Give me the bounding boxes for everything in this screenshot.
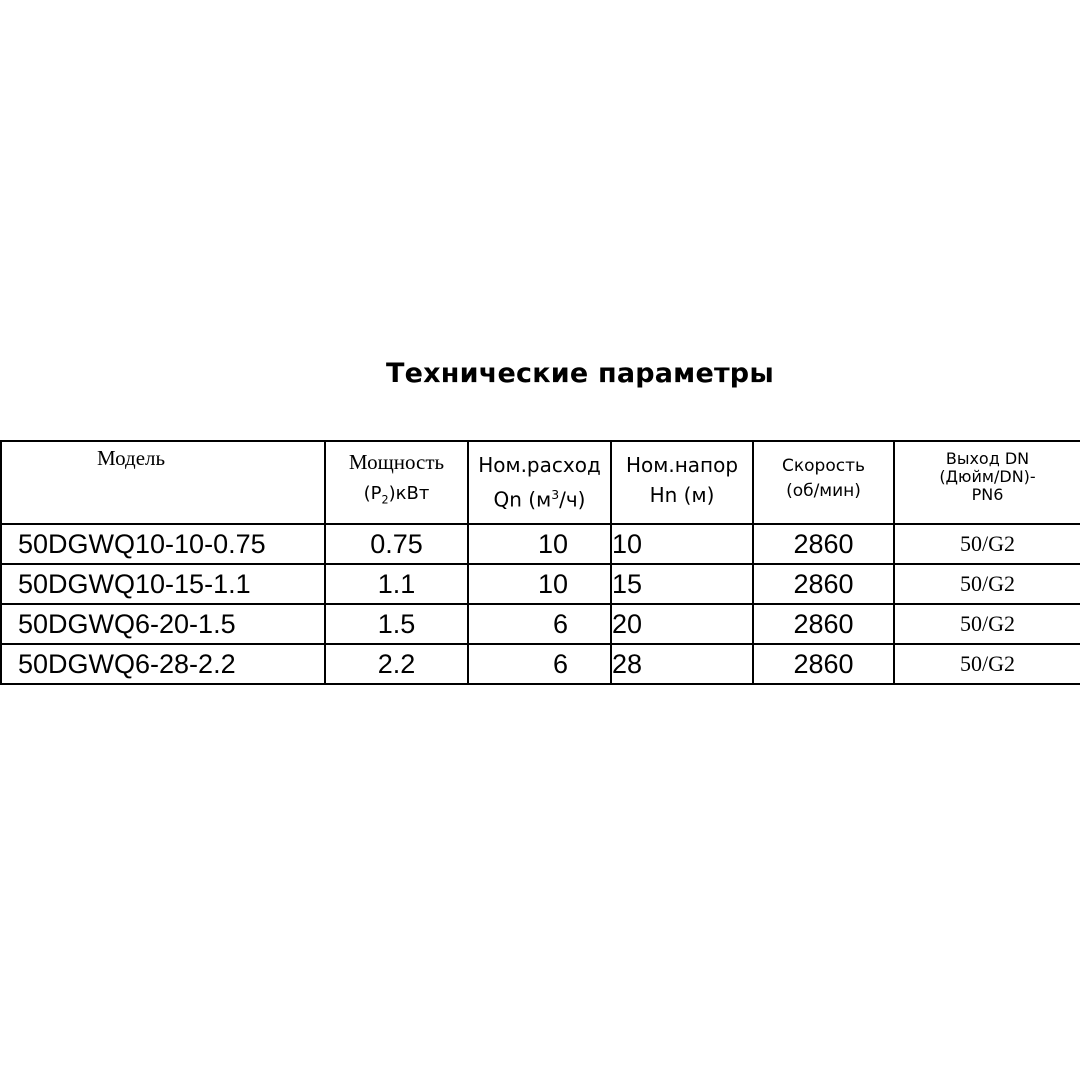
- page-title: Технические параметры: [386, 358, 774, 389]
- cell-flow: 6: [468, 644, 611, 684]
- cell-head: 20: [611, 604, 753, 644]
- cell-flow: 10: [468, 564, 611, 604]
- table-row: [1, 604, 1080, 644]
- cell-head: 15: [611, 564, 753, 604]
- cell-speed: 2860: [753, 604, 894, 644]
- header-power: [325, 441, 468, 524]
- table-row: [1, 644, 1080, 684]
- cell-speed: 2860: [753, 524, 894, 564]
- cell-power: 0.75: [325, 524, 468, 564]
- cell-model: 50DGWQ10-10-0.75: [1, 524, 325, 564]
- cell-flow: 6: [468, 604, 611, 644]
- cell-power: 1.5: [325, 604, 468, 644]
- cell-model: 50DGWQ6-20-1.5: [1, 604, 325, 644]
- header-flow-line2: Qn $(м^3/ч)$: [493, 487, 586, 512]
- header-power-line2: $(P_2)кВт$: [363, 483, 430, 507]
- header-outlet: [894, 441, 1080, 524]
- table-row: [1, 564, 1080, 604]
- cell-outlet: 50/G2: [894, 604, 1080, 644]
- cell-flow: 10: [468, 524, 611, 564]
- header-head-line2: Hn (м): [649, 483, 715, 507]
- header-flow: [468, 441, 611, 524]
- table-row: [1, 524, 1080, 564]
- header-model: Модель: [1, 441, 325, 524]
- header-row: [1, 441, 1080, 524]
- cell-outlet: 50/G2: [894, 644, 1080, 684]
- header-outlet-line3: PN6: [971, 485, 1004, 504]
- cell-power: 2.2: [325, 644, 468, 684]
- header-speed-line1: Скорость: [782, 456, 865, 476]
- cell-outlet: 50/G2: [894, 564, 1080, 604]
- cell-head: 28: [611, 644, 753, 684]
- cell-power: 1.1: [325, 564, 468, 604]
- cell-model: 50DGWQ10-15-1.1: [1, 564, 325, 604]
- cell-speed: 2860: [753, 564, 894, 604]
- cell-model: 50DGWQ6-28-2.2: [1, 644, 325, 684]
- header-head-line1: Ном.напор: [625, 453, 739, 477]
- header-power-line1: Мощность: [348, 450, 445, 474]
- cell-head: 10: [611, 524, 753, 564]
- header-outlet-line1: Выход DN: [945, 449, 1030, 468]
- header-outlet-line2: (Дюйм/DN)-: [939, 467, 1036, 486]
- header-speed-line2: (об/мин): [786, 481, 861, 501]
- cell-outlet: 50/G2: [894, 524, 1080, 564]
- header-speed: [753, 441, 894, 524]
- header-flow-line1: Ном.расход: [478, 453, 601, 477]
- spec-table: [0, 440, 1080, 685]
- header-head: [611, 441, 753, 524]
- cell-speed: 2860: [753, 644, 894, 684]
